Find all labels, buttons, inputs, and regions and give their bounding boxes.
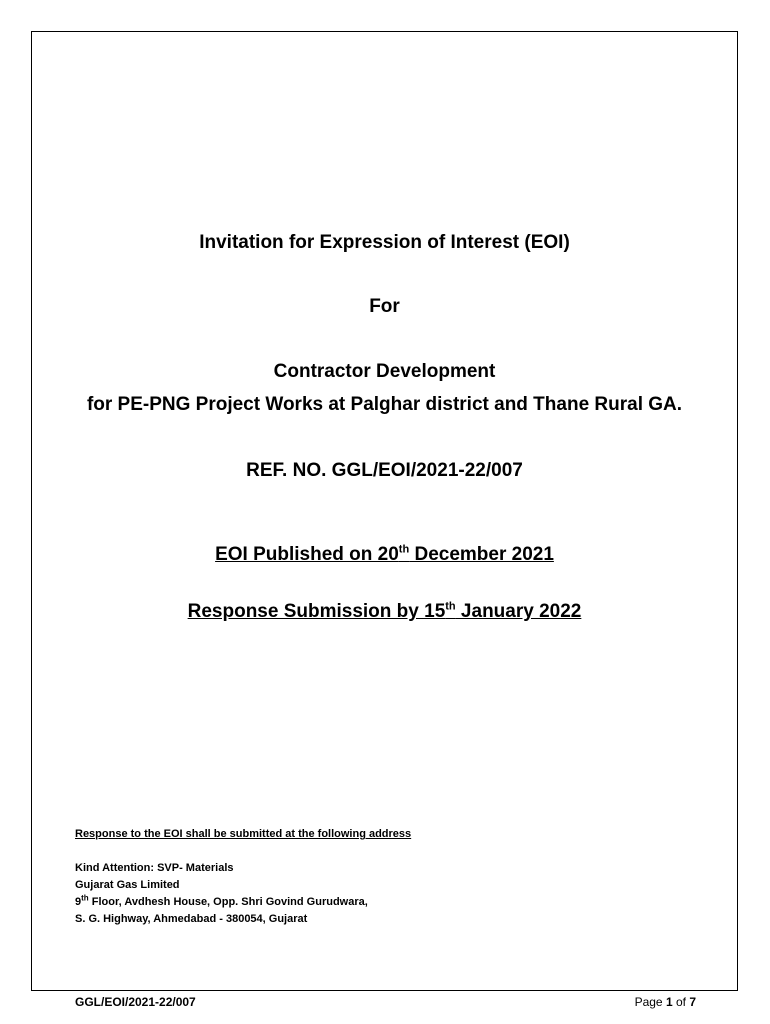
page-total: 7: [689, 995, 696, 1009]
address-block: [75, 826, 675, 928]
address-floor: [75, 894, 675, 911]
address-heading: Response to the EOI shall be submitted at the following address: [75, 828, 412, 840]
subject-line-2: for PE-PNG Project Works at Palghar district and Thane Rural GA.: [86, 394, 683, 415]
for-label: For: [369, 296, 400, 317]
page-of: of: [672, 995, 690, 1009]
page-number: [635, 994, 696, 1010]
response-sup: th: [445, 600, 456, 613]
published-sup: th: [398, 543, 410, 556]
document-title: Invitation for Expression of Interest (EOI): [199, 232, 570, 253]
page-current: 1: [665, 995, 673, 1009]
address-floor-rest: Floor, Avdhesh House, Opp. Shri Govind Gurudwara,: [88, 896, 368, 908]
published-date-text: [215, 544, 554, 565]
address-street: S. G. Highway, Ahmedabad - 380054, Gujarat: [75, 913, 308, 925]
page-label: Page: [634, 995, 666, 1009]
response-suffix: January 2022: [455, 601, 582, 622]
response-prefix: Response Submission by 15: [187, 601, 446, 622]
address-company: Gujarat Gas Limited: [75, 879, 180, 891]
address-floor-sup: th: [81, 893, 89, 903]
reference-number: REF. NO. GGL/EOI/2021-22/007: [246, 460, 523, 481]
address-floor-prefix: 9: [75, 896, 82, 908]
published-suffix: December 2021: [409, 544, 554, 565]
response-deadline: [31, 599, 738, 625]
footer-reference: GGL/EOI/2021-22/007: [75, 995, 196, 1009]
response-deadline-text: [188, 601, 582, 622]
published-prefix: EOI Published on 20: [215, 544, 399, 565]
address-attention: Kind Attention: SVP- Materials: [75, 862, 234, 874]
subject-line-1: Contractor Development: [273, 361, 496, 382]
published-date: [31, 542, 738, 568]
